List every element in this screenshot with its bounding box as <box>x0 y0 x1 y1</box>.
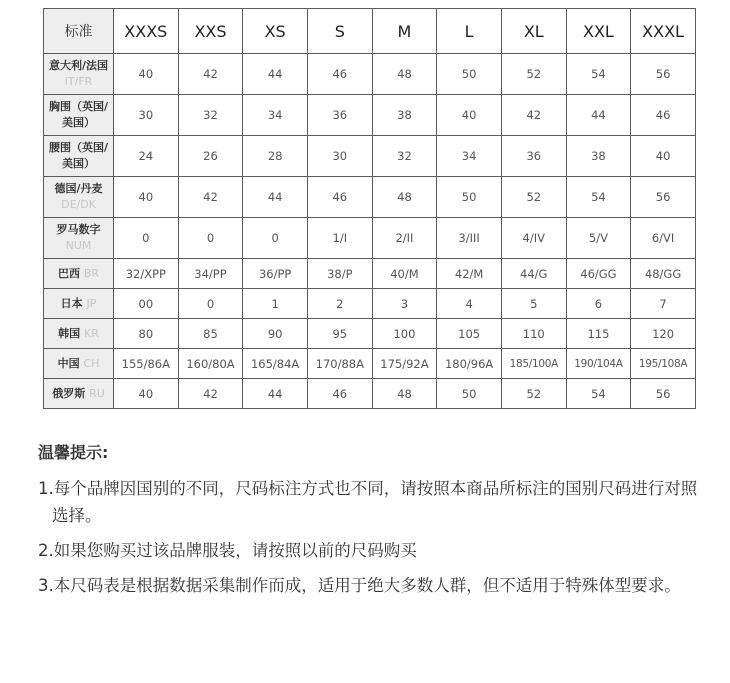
table-row <box>44 319 696 349</box>
size-value-cell: 46/GG <box>566 259 631 289</box>
row-label-text: 意大利/法国 <box>48 59 109 72</box>
size-value-cell: 46 <box>307 379 372 409</box>
size-value-cell: 3 <box>372 289 437 319</box>
size-value-cell: 34/PP <box>178 259 243 289</box>
size-header: L <box>437 9 502 54</box>
row-label <box>44 259 114 289</box>
tip-item: 1.每个品牌因国别的不同，尺码标注方式也不同，请按照本商品所标注的国别尺码进行对照选择。 <box>38 479 698 525</box>
row-label-code: JP <box>86 296 97 310</box>
size-value-cell: 46 <box>631 95 696 136</box>
size-value-cell: 32/XPP <box>114 259 179 289</box>
size-value-cell: 1/I <box>307 218 372 259</box>
table-row <box>44 177 696 218</box>
size-value-cell: 6 <box>566 289 631 319</box>
size-value-cell: 44 <box>243 177 308 218</box>
row-label-text: 德国/丹麦 <box>54 182 103 195</box>
size-value-cell: 90 <box>243 319 308 349</box>
size-value-cell: 42 <box>178 54 243 95</box>
size-header: XXXS <box>114 9 179 54</box>
size-value-cell: 30 <box>307 136 372 177</box>
row-label-text: 中国 <box>57 356 80 370</box>
row-label <box>44 319 114 349</box>
table-row <box>44 54 696 95</box>
size-value-cell: 2 <box>307 289 372 319</box>
size-value-cell: 32 <box>372 136 437 177</box>
row-label <box>44 177 114 218</box>
size-header: XXS <box>178 9 243 54</box>
size-value-cell: 38/P <box>307 259 372 289</box>
size-value-cell: 7 <box>631 289 696 319</box>
size-value-cell: 42 <box>178 379 243 409</box>
size-value-cell: 5/V <box>566 218 631 259</box>
size-value-cell: 56 <box>631 379 696 409</box>
size-header: XXXL <box>631 9 696 54</box>
size-value-cell: 0 <box>114 218 179 259</box>
size-value-cell: 42/M <box>437 259 502 289</box>
size-value-cell: 40 <box>437 95 502 136</box>
size-value-cell: 50 <box>437 379 502 409</box>
size-value-cell: 54 <box>566 177 631 218</box>
table-row <box>44 136 696 177</box>
size-value-cell: 5 <box>501 289 566 319</box>
size-value-cell: 42 <box>501 95 566 136</box>
size-header: S <box>307 9 372 54</box>
size-value-cell: 185/100A <box>501 349 566 379</box>
size-value-cell: 180/96A <box>437 349 502 379</box>
table-row <box>44 349 696 379</box>
row-label-code: KR <box>83 326 99 340</box>
size-value-cell: 54 <box>566 379 631 409</box>
size-value-cell: 40 <box>631 136 696 177</box>
row-label-code: BR <box>83 266 100 280</box>
size-value-cell: 44/G <box>501 259 566 289</box>
size-value-cell: 54 <box>566 54 631 95</box>
row-label-code: NUM <box>65 239 92 252</box>
size-value-cell: 170/88A <box>307 349 372 379</box>
size-value-cell: 32 <box>178 95 243 136</box>
size-header: XL <box>501 9 566 54</box>
size-value-cell: 0 <box>243 218 308 259</box>
size-value-cell: 40 <box>114 379 179 409</box>
size-value-cell: 115 <box>566 319 631 349</box>
size-value-cell: 6/VI <box>631 218 696 259</box>
header-standard-label: 标准 <box>44 9 114 54</box>
row-label-text: 日本 <box>60 296 83 310</box>
row-label <box>44 289 114 319</box>
row-label-text: 巴西 <box>57 266 80 280</box>
size-value-cell: 190/104A <box>566 349 631 379</box>
size-value-cell: 2/II <box>372 218 437 259</box>
size-value-cell: 56 <box>631 54 696 95</box>
size-value-cell: 48 <box>372 379 437 409</box>
size-value-cell: 52 <box>501 177 566 218</box>
row-label-text: 俄罗斯 <box>52 386 86 400</box>
size-value-cell: 105 <box>437 319 502 349</box>
row-label <box>44 54 114 95</box>
size-value-cell: 40 <box>114 54 179 95</box>
size-value-cell: 00 <box>114 289 179 319</box>
row-label-code: CH <box>83 356 100 370</box>
size-value-cell: 95 <box>307 319 372 349</box>
size-value-cell: 3/III <box>437 218 502 259</box>
size-value-cell: 50 <box>437 177 502 218</box>
size-value-cell: 34 <box>437 136 502 177</box>
size-value-cell: 26 <box>178 136 243 177</box>
table-row <box>44 218 696 259</box>
size-value-cell: 38 <box>372 95 437 136</box>
size-value-cell: 36/PP <box>243 259 308 289</box>
row-label <box>44 349 114 379</box>
row-label <box>44 136 114 177</box>
size-value-cell: 42 <box>178 177 243 218</box>
row-label-code: RU <box>89 386 105 400</box>
size-value-cell: 40/M <box>372 259 437 289</box>
size-value-cell: 155/86A <box>114 349 179 379</box>
table-row <box>44 259 696 289</box>
size-header: XXL <box>566 9 631 54</box>
table-row <box>44 95 696 136</box>
size-value-cell: 56 <box>631 177 696 218</box>
size-value-cell: 36 <box>501 136 566 177</box>
size-value-cell: 80 <box>114 319 179 349</box>
table-row <box>44 289 696 319</box>
size-value-cell: 24 <box>114 136 179 177</box>
size-value-cell: 195/108A <box>631 349 696 379</box>
size-value-cell: 44 <box>243 54 308 95</box>
tip-item: 3.本尺码表是根据数据采集制作而成，适用于绝大多数人群，但不适用于特殊体型要求。 <box>38 576 681 595</box>
size-value-cell: 46 <box>307 177 372 218</box>
size-value-cell: 85 <box>178 319 243 349</box>
size-value-cell: 44 <box>566 95 631 136</box>
size-value-cell: 28 <box>243 136 308 177</box>
size-value-cell: 100 <box>372 319 437 349</box>
size-value-cell: 160/80A <box>178 349 243 379</box>
size-value-cell: 48/GG <box>631 259 696 289</box>
size-value-cell: 30 <box>114 95 179 136</box>
size-value-cell: 175/92A <box>372 349 437 379</box>
size-value-cell: 36 <box>307 95 372 136</box>
row-label-code: IT/FR <box>64 75 93 88</box>
tips-list <box>38 475 698 607</box>
row-label-text: 胸围（英国/美国） <box>48 100 109 129</box>
size-value-cell: 46 <box>307 54 372 95</box>
size-value-cell: 4/IV <box>501 218 566 259</box>
size-value-cell: 110 <box>501 319 566 349</box>
size-value-cell: 40 <box>114 177 179 218</box>
table-row <box>44 379 696 409</box>
size-value-cell: 52 <box>501 379 566 409</box>
tip-item: 2.如果您购买过该品牌服装，请按照以前的尺码购买 <box>38 541 417 560</box>
size-chart-table <box>43 8 696 409</box>
header-row <box>44 9 696 54</box>
size-value-cell: 38 <box>566 136 631 177</box>
size-value-cell: 48 <box>372 177 437 218</box>
size-header: M <box>372 9 437 54</box>
row-label-code: DE/DK <box>61 198 96 211</box>
size-header: XS <box>243 9 308 54</box>
tips-title: 温馨提示: <box>38 443 109 462</box>
size-value-cell: 120 <box>631 319 696 349</box>
size-value-cell: 50 <box>437 54 502 95</box>
row-label-text: 韩国 <box>58 326 81 340</box>
row-label <box>44 379 114 409</box>
size-value-cell: 0 <box>178 289 243 319</box>
size-value-cell: 34 <box>243 95 308 136</box>
row-label <box>44 218 114 259</box>
row-label-text: 腰围（英国/美国） <box>48 141 109 170</box>
row-label-text: 罗马数字 <box>56 223 101 236</box>
size-value-cell: 165/84A <box>243 349 308 379</box>
size-value-cell: 0 <box>178 218 243 259</box>
size-value-cell: 52 <box>501 54 566 95</box>
size-value-cell: 48 <box>372 54 437 95</box>
size-value-cell: 1 <box>243 289 308 319</box>
size-value-cell: 44 <box>243 379 308 409</box>
row-label <box>44 95 114 136</box>
size-value-cell: 4 <box>437 289 502 319</box>
